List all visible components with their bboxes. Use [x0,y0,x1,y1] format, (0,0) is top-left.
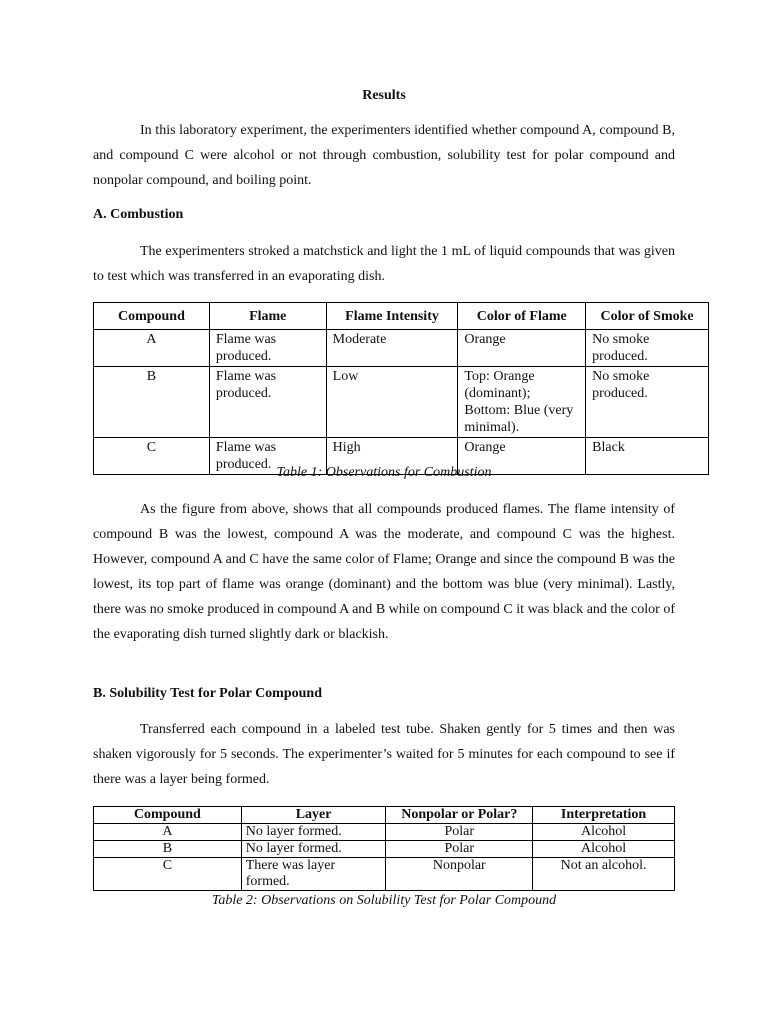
table-cell: Alcohol [533,824,675,841]
table-cell: Polar [386,841,533,858]
table-cell: Orange [458,330,586,367]
table-header-row [94,807,675,824]
table-2-caption: Table 2: Observations on Solubility Test for Polar Compound [211,893,557,908]
table-row [94,367,709,438]
solubility-table [93,806,675,891]
section-a-paragraph: The experimenters stroked a matchstick and light the 1 mL of liquid compounds that was given to test which was transferred in an evaporating dish. [93,244,675,284]
header-color-of-flame: Color of Flame [458,303,586,330]
table-cell: Flame was produced. [209,330,326,367]
header-interpretation: Interpretation [533,807,675,824]
combustion-table [93,302,709,475]
table-cell: High [326,438,458,475]
table-cell: Orange [458,438,586,475]
section-a-discussion: As the figure from above, shows that all compounds produced flames. The flame intensity of compound B was the lowest, compound A was the moderate, and compound C was the highest. However, compound A and C have the same color of Flame; Orange and since the compound B was the lowest, its top part of flame was orange (dominant) and the bottom was blue (very minimal). Lastly, there was no smoke produced in compound A and B while on compound C it was black and the color of the evaporating dish turned slightly dark or blackish. [93,502,675,642]
table-cell: A [94,330,210,367]
table-cell: There was layer formed. [241,858,386,891]
section-b-paragraph: Transferred each compound in a labeled test tube. Shaken gently for 5 times and then was shaken vigorously for 5 seconds. The experimenter’s waited for 5 minutes for each compound to see if there was a layer being formed. [93,722,675,787]
table-cell: C [94,438,210,475]
table-cell: No smoke produced. [586,330,709,367]
table-row [94,841,675,858]
table-cell: Moderate [326,330,458,367]
table-cell: C [94,858,242,891]
intro-paragraph: In this laboratory experiment, the experimenters identified whether compound A, compound B, and compound C were alcohol or not through combustion, solubility test for polar compound and nonpolar compound, and boiling point. [93,123,675,188]
table-cell: Low [326,367,458,438]
header-compound: Compound [94,807,242,824]
table-cell: B [94,367,210,438]
table-1-caption: Table 1: Observations for Combustion [276,465,492,480]
table-cell: Top: Orange (dominant); Bottom: Blue (very minimal). [458,367,586,438]
table-cell: Polar [386,824,533,841]
table-cell: Flame was produced. [209,367,326,438]
table-cell: No layer formed. [241,841,386,858]
table-cell: Black [586,438,709,475]
page-title: Results [362,88,406,103]
table-cell: No smoke produced. [586,367,709,438]
table-header-row [94,303,709,330]
table-row [94,858,675,891]
section-b-heading: B. Solubility Test for Polar Compound [93,686,322,701]
header-color-of-smoke: Color of Smoke [586,303,709,330]
table-row [94,824,675,841]
header-compound: Compound [94,303,210,330]
table-cell: A [94,824,242,841]
header-flame: Flame [209,303,326,330]
table-row [94,330,709,367]
table-cell: No layer formed. [241,824,386,841]
table-cell: Flame was produced. [209,438,326,475]
table-cell: Alcohol [533,841,675,858]
header-layer: Layer [241,807,386,824]
table-cell: Nonpolar [386,858,533,891]
table-cell: B [94,841,242,858]
header-flame-intensity: Flame Intensity [326,303,458,330]
header-nonpolar-or-polar: Nonpolar or Polar? [386,807,533,824]
table-cell: Not an alcohol. [533,858,675,891]
section-a-heading: A. Combustion [93,207,184,222]
